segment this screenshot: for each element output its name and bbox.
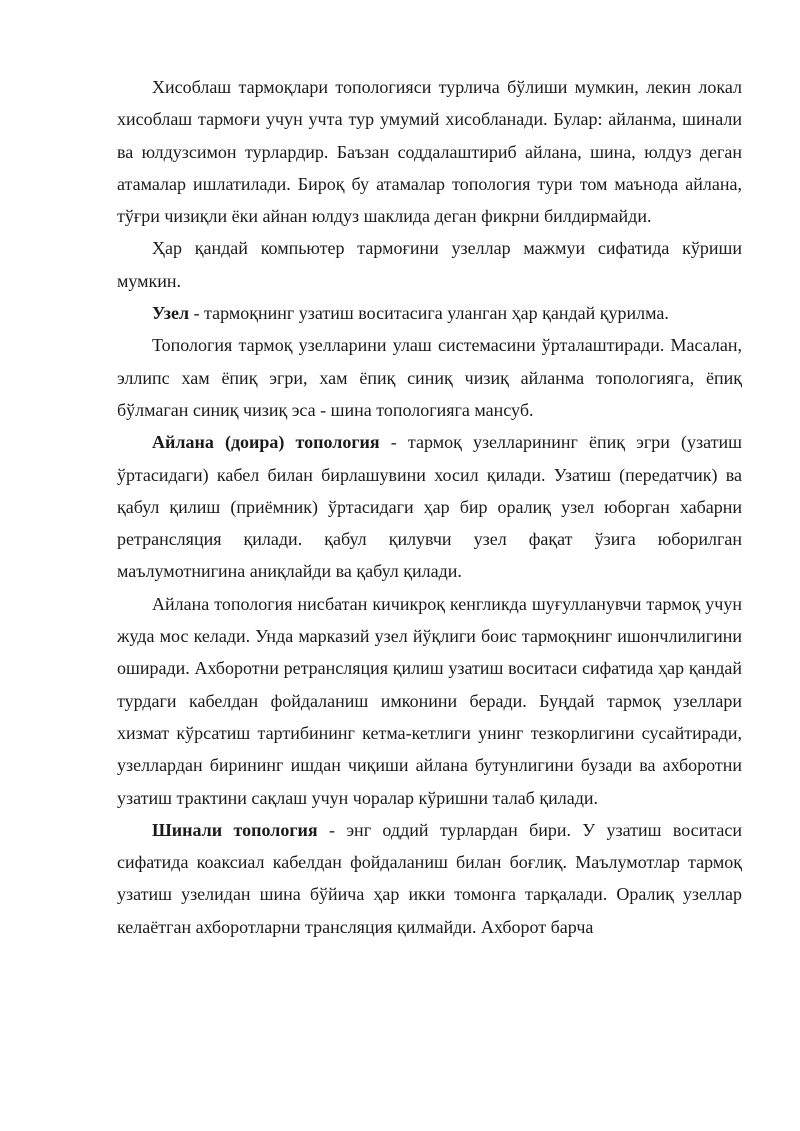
document-body (117, 71, 742, 943)
paragraph-topology-definition (117, 329, 742, 426)
paragraph-text: Топология тармоқ узелларини улаш системасини ўрталаштиради. Масалан, эллипс хам ёпиқ эгри, хам ёпиқ синиқ чизиқ айланма топологияга, ёпиқ бўлмаган синиқ чизиқ эса - шина топологияга мансуб. (117, 335, 742, 420)
paragraph-text: Ҳар қандай компьютер тармоғини узеллар мажмуи сифатида кўриши мумкин. (117, 238, 742, 291)
paragraph-text: Хисоблаш тармоқлари топологияси турлича бўлиши мумкин, лекин локал хисоблаш тармоғи учун учта тур умумий хисобланади. Булар: айланма, шинали ва юлдузсимон турлардир. Баъзан соддалаштириб айлана, шина, юлдуз деган атамалар ишлатилади. Бироқ бу атамалар топология тури том маънода айлана, тўғри чизиқли ёки айнан юлдуз шаклида деган фикрни билдирмайди. (117, 77, 742, 227)
term-ring-topology: Айлана (доира) топология (152, 432, 380, 453)
paragraph-text: - энг оддий турлардан бири. У узатиш воситаси сифатида коаксиал кабелдан фойдаланиш билан боғлиқ. Маълумотлар тармоқ узатиш узелидан шина бўйича ҳар икки томонга тарқалади. Оралиқ узеллар келаётган ахборотларни трансляция қилмайди. Ахборот барча (117, 819, 742, 937)
paragraph-ring-topology (117, 426, 742, 587)
paragraph-text: - тармоқ узелларининг ёпиқ эгри (узатиш ўртасидаги) кабел билан бирлашувини хосил қилади. Узатиш (передатчик) ва қабул қилиш (приёмник) ўртасидаги ҳар бир оралиқ узел юборган хабарни ретрансляция қилади. қабул қилувчи узел фақат ўзига юборилган маълумотнигина аниқлайди ва қабул қилади. (117, 432, 742, 582)
paragraph-text: - тармоқнинг узатиш воситасига уланган ҳар қандай қурилма. (189, 303, 669, 324)
paragraph-bus-topology (117, 814, 742, 943)
paragraph-network-topology-types (117, 71, 742, 232)
term-node: Узел (152, 303, 190, 324)
term-bus-topology: Шинали топология (152, 819, 318, 840)
paragraph-node-definition (117, 297, 742, 329)
paragraph-network-as-nodes (117, 232, 742, 297)
paragraph-ring-topology-properties (117, 588, 742, 814)
paragraph-text: Айлана топология нисбатан кичикроқ кенгликда шуғулланувчи тармоқ учун жуда мос келади. Унда марказий узел йўқлиги боис тармоқнинг ишончлилигини оширади. Ахборотни ретрансляция қилиш узатиш воситаси сифатида ҳар қандай турдаги кабелдан фойдаланиш имконини беради. Буңдай тармоқ узеллари хизмат кўрсатиш тартибининг кетма-кетлиги унинг тезкорлигини сусайтиради, узеллардан бирининг ишдан чиқиши айлана бутунлигини бузади ва ахборотни узатиш трактини сақлаш учун чоралар кўришни талаб қилади. (117, 593, 742, 808)
